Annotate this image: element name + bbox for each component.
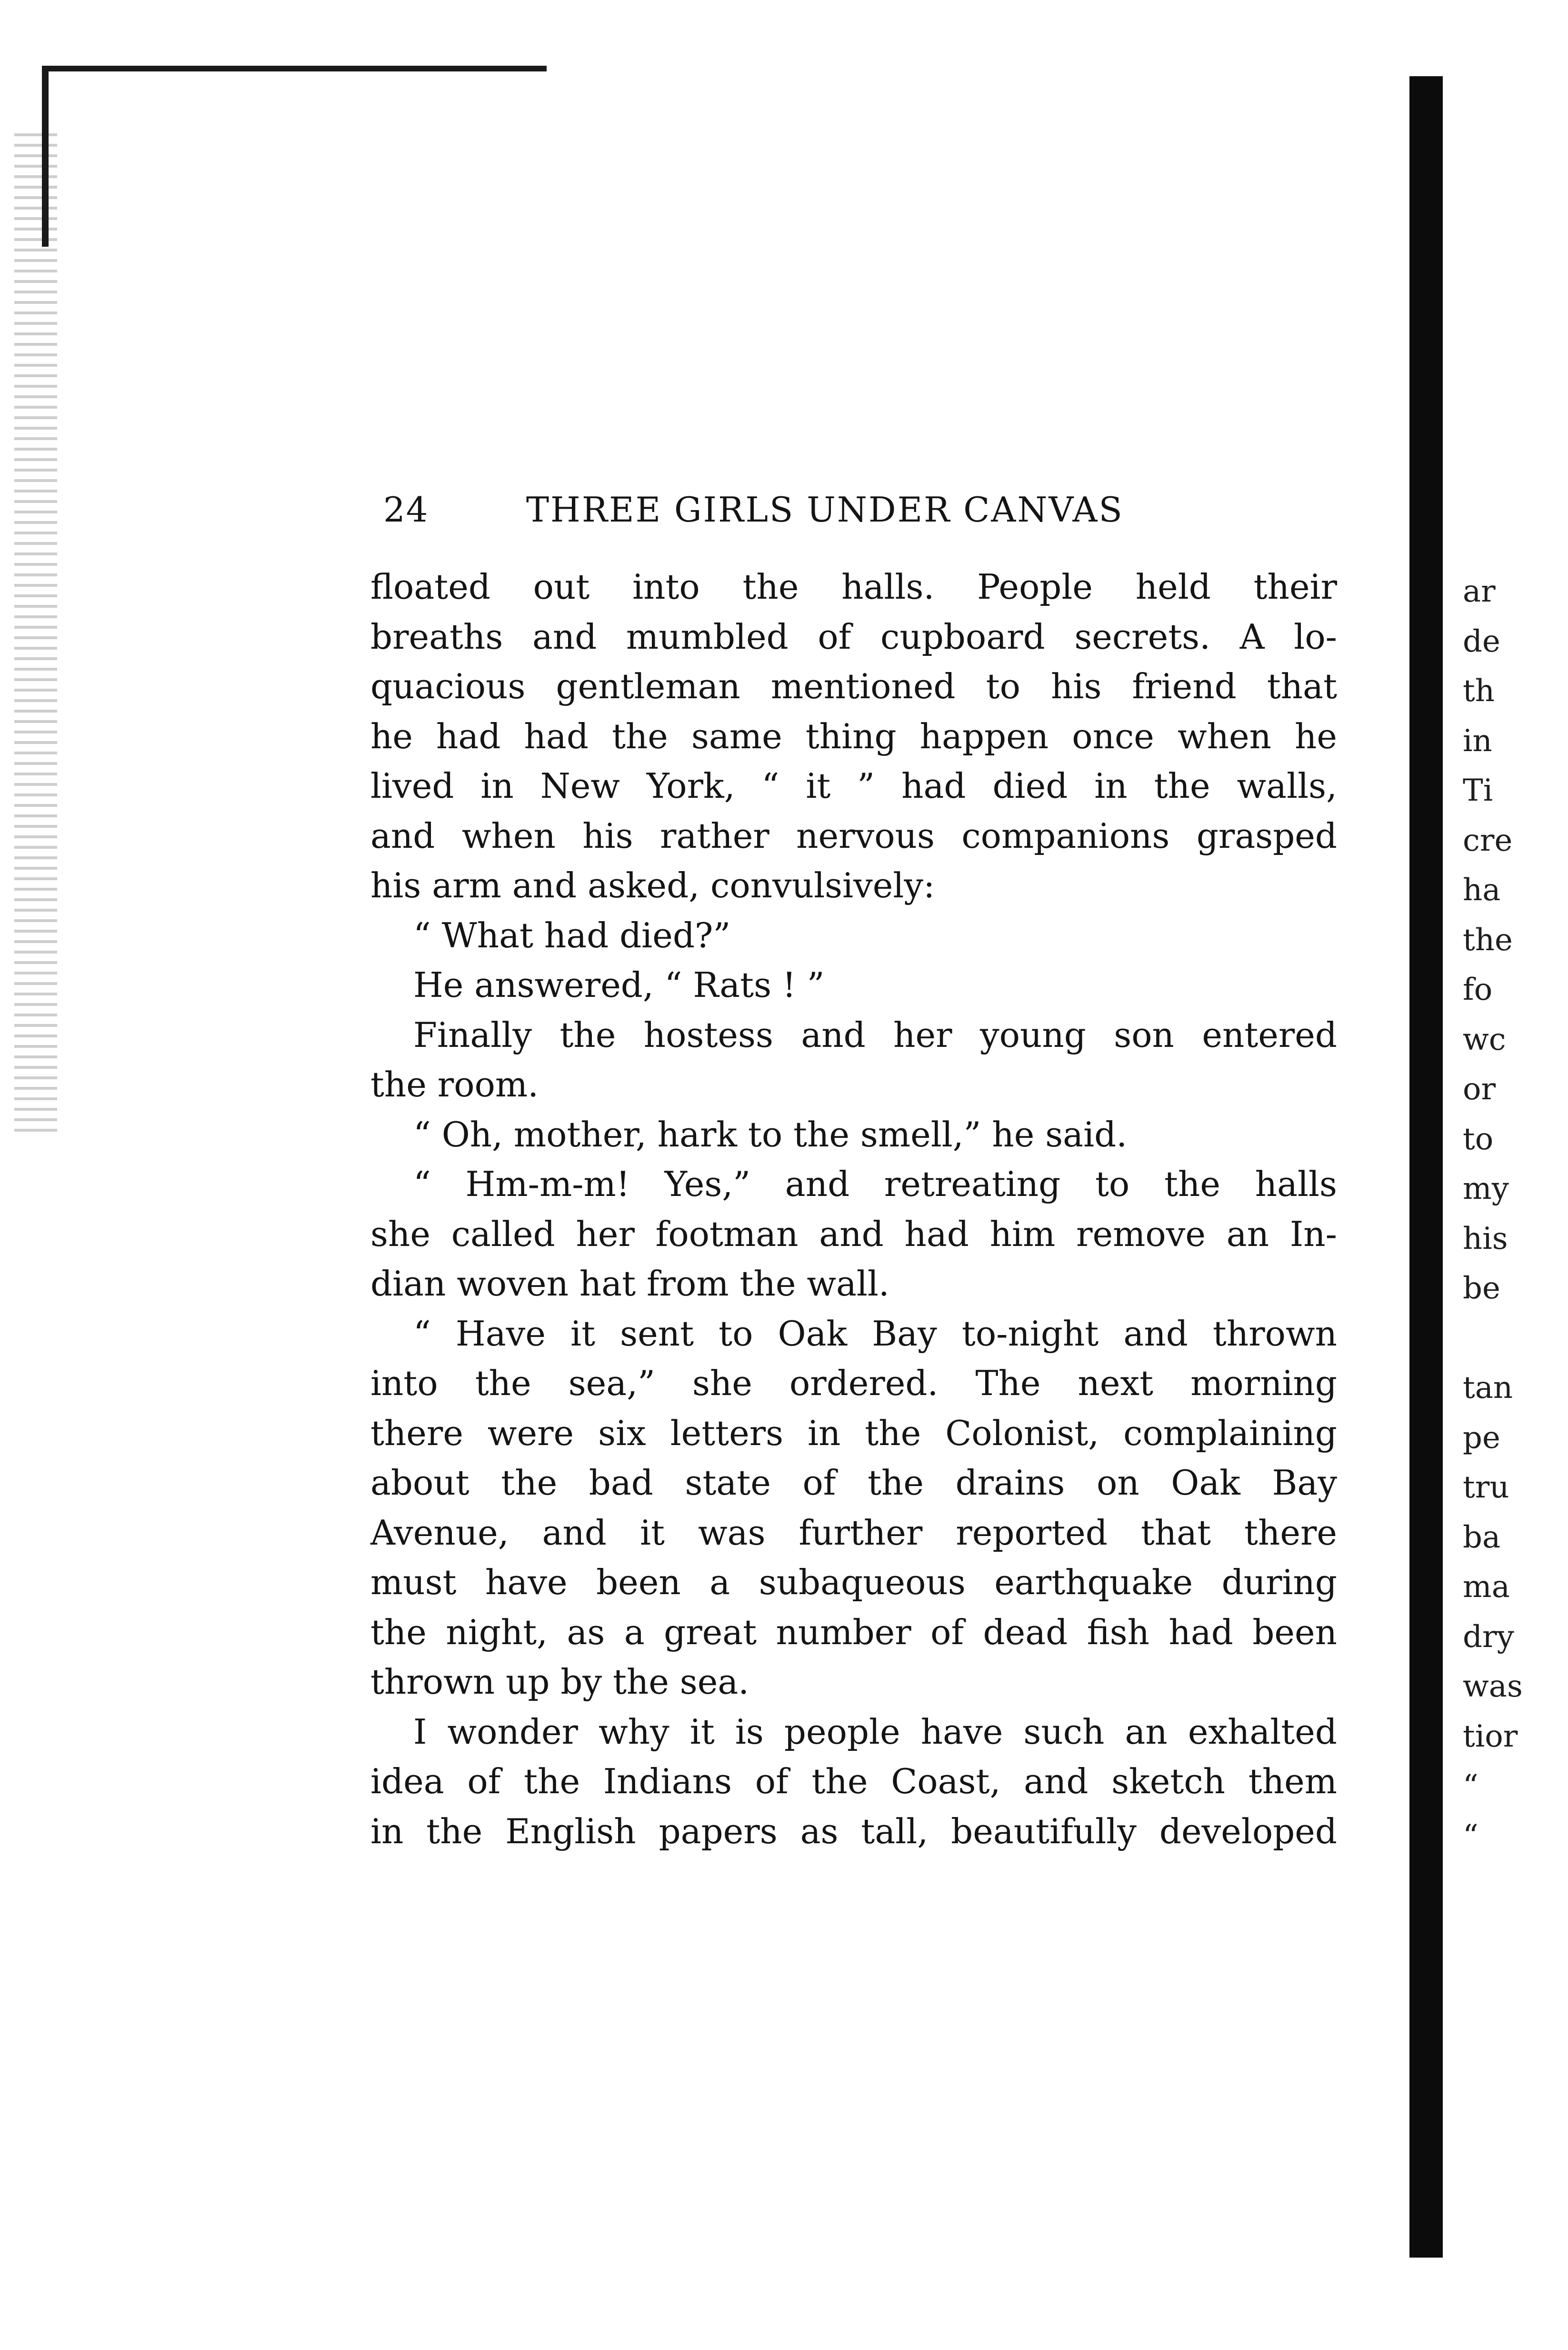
facing-fragment: fo [1463, 972, 1493, 1007]
facing-fragment: de [1463, 623, 1500, 659]
text-line: his arm and asked, convulsively: [370, 865, 935, 905]
book-gutter-shadow [1409, 76, 1443, 2258]
text-line: dian woven hat from the wall. [370, 1264, 889, 1304]
text-line: He answered, “ Rats ! ” [413, 965, 825, 1005]
text-line: “ Oh, mother, hark to the smell,” he said. [413, 1114, 1128, 1155]
text-line: “ Hm-m-m! Yes,” and retreating to the halls [413, 1164, 1337, 1204]
facing-fragment: Ti [1463, 773, 1493, 808]
text-line: floated out into the halls. People held their [370, 567, 1337, 607]
facing-fragment: pe [1463, 1420, 1500, 1456]
facing-fragment: was [1463, 1669, 1523, 1704]
text-line: I wonder why it is people have such an exhalted [413, 1711, 1337, 1752]
facing-fragment: wc [1463, 1022, 1506, 1057]
facing-fragment: cre [1463, 823, 1513, 858]
facing-fragment: in [1463, 723, 1492, 759]
facing-fragment: to [1463, 1121, 1494, 1157]
facing-fragment: “ [1463, 1818, 1478, 1854]
running-head [383, 486, 1331, 533]
facing-fragment: “ [1463, 1768, 1478, 1804]
text-line: “ Have it sent to Oak Bay to-night and thrown [413, 1313, 1337, 1354]
text-line: the night, as a great number of dead fish had been [370, 1612, 1337, 1652]
text-line: quacious gentleman mentioned to his friend that [370, 666, 1337, 706]
facing-page-fragments [1463, 567, 1558, 1861]
facing-fragment: or [1463, 1072, 1496, 1107]
facing-fragment [1463, 1314, 1558, 1364]
text-line: about the bad state of the drains on Oak Bay [370, 1463, 1337, 1503]
running-title: THREE GIRLS UNDER CANVAS [526, 490, 1124, 530]
facing-fragment: tior [1463, 1718, 1518, 1754]
text-line: Avenue, and it was further reported that there [370, 1512, 1337, 1553]
scan-top-rule [42, 66, 547, 71]
facing-fragment: ha [1463, 873, 1501, 908]
body-text [370, 562, 1337, 1856]
text-line: Finally the hostess and her young son entered [413, 1014, 1337, 1055]
facing-fragment: my [1463, 1171, 1509, 1206]
text-line: in the English papers as tall, beautifully developed [370, 1811, 1337, 1851]
text-line: idea of the Indians of the Coast, and sketch them [370, 1761, 1337, 1801]
text-line: and when his rather nervous companions grasped [370, 815, 1337, 856]
text-line: the room. [370, 1065, 539, 1105]
facing-fragment: dry [1463, 1619, 1514, 1655]
facing-fragment: tru [1463, 1470, 1509, 1505]
text-line: he had had the same thing happen once when he [370, 716, 1337, 756]
facing-fragment: ar [1463, 574, 1496, 609]
facing-fragment: the [1463, 922, 1513, 958]
facing-fragment: be [1463, 1271, 1500, 1306]
text-line: “ What had died?” [413, 915, 731, 955]
text-line: into the sea,” she ordered. The next morning [370, 1363, 1337, 1403]
facing-fragment: ma [1463, 1569, 1510, 1605]
text-line: she called her footman and had him remove an In- [370, 1214, 1337, 1254]
text-line: there were six letters in the Colonist, complaining [370, 1413, 1337, 1453]
scan-edge-noise [14, 133, 57, 1134]
facing-fragment: ba [1463, 1519, 1501, 1555]
page-number: 24 [383, 490, 429, 530]
text-line: thrown up by the sea. [370, 1662, 749, 1702]
facing-fragment: his [1463, 1221, 1508, 1256]
facing-fragment: th [1463, 673, 1495, 709]
scan-left-rule [42, 66, 49, 247]
text-line: lived in New York, “ it ” had died in the walls, [370, 766, 1337, 806]
text-line: must have been a subaqueous earthquake during [370, 1562, 1337, 1602]
text-line: breaths and mumbled of cupboard secrets. A lo- [370, 616, 1337, 657]
facing-fragment: tan [1463, 1370, 1513, 1406]
